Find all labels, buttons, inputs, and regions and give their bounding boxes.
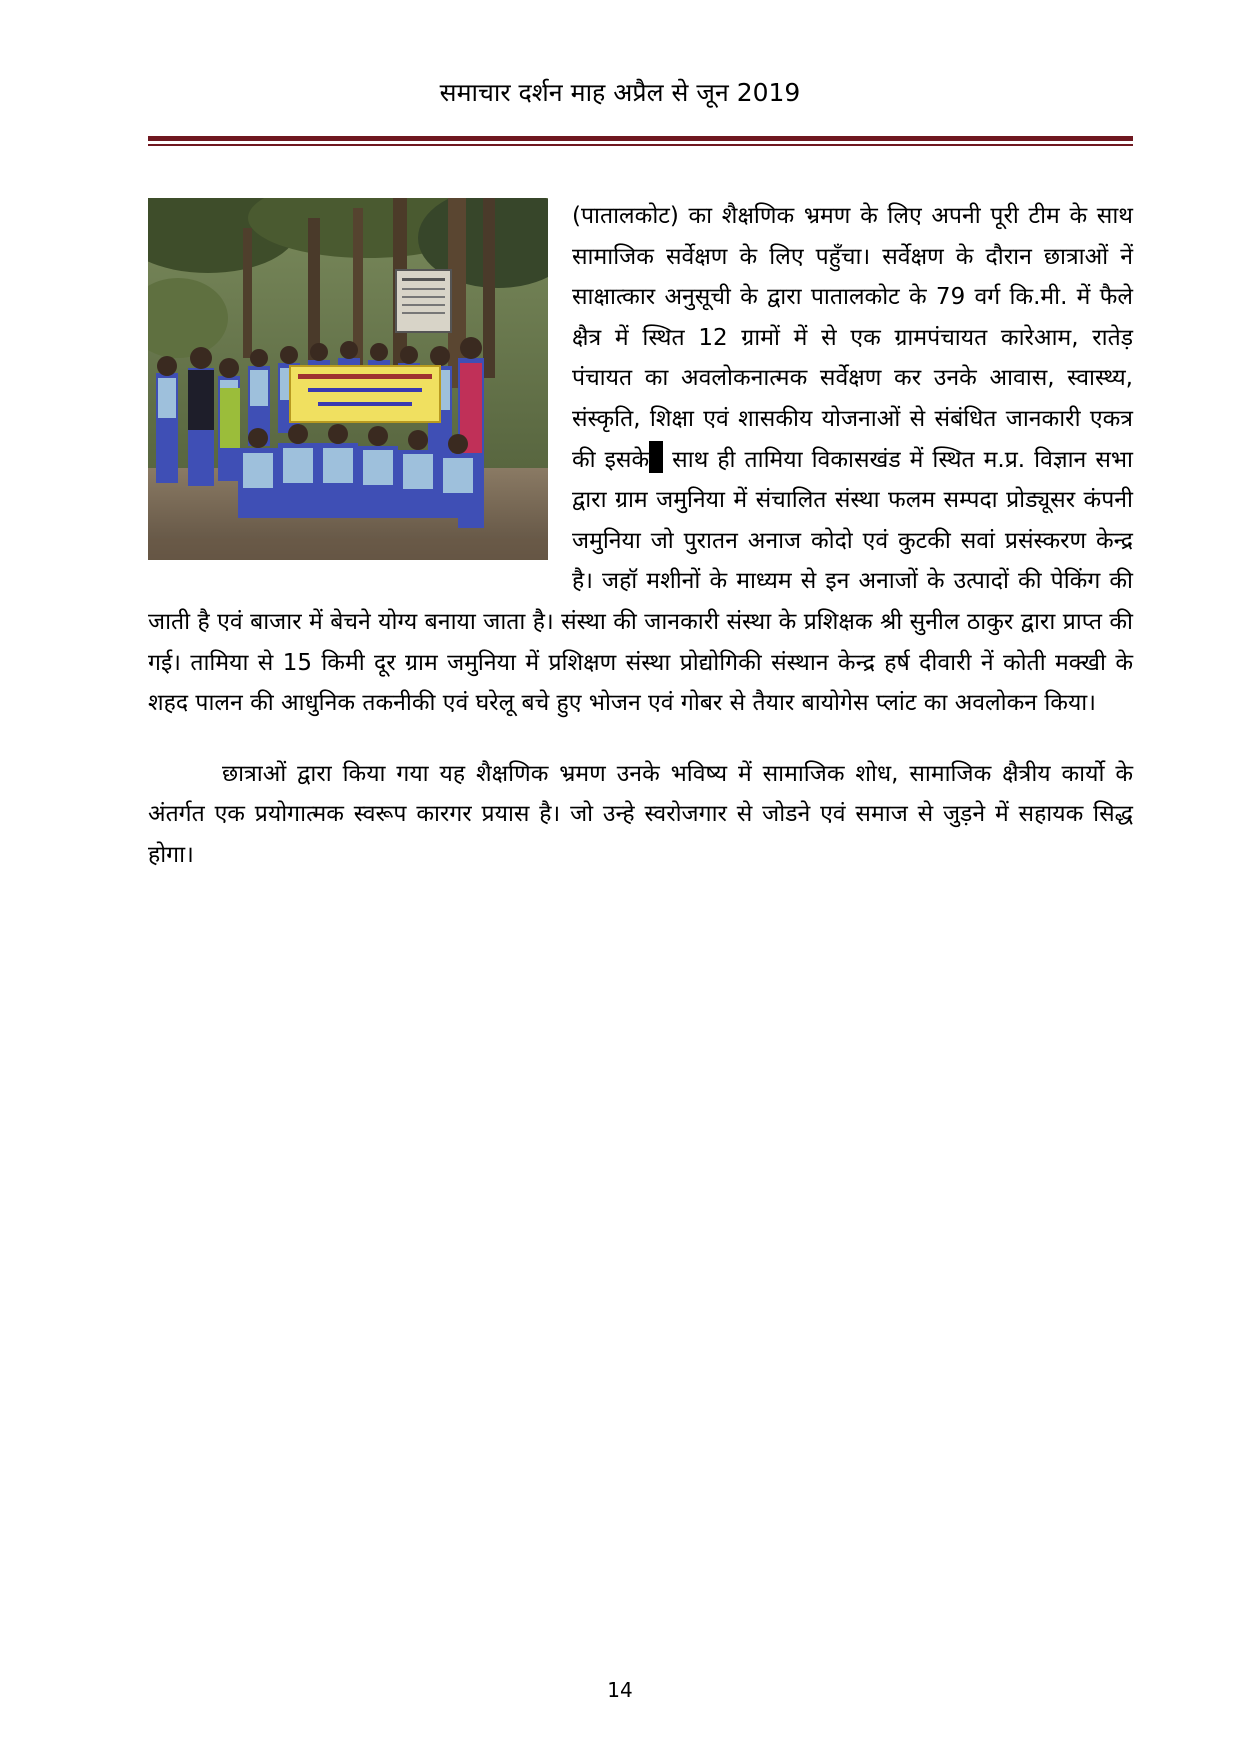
header-rule <box>148 136 1133 141</box>
page-number: 14 <box>607 1678 633 1702</box>
header-rule-thin <box>148 144 1133 146</box>
paragraph-1-text-b: साथ ही तामिया विकासखंड में स्थित म.प्र. विज्ञान सभा द्वारा ग्राम जमुनिया में संचालित संस्था फलम सम्पदा प्रोड्यूसर कंपनी जमुनिया जो पुरातन अनाज कोदो एवं कुटकी सवां प्रसंस्करण केन्द्र है। जहॉ मशीनों के माध्यम से इन अनाजों के उत्पादों की पेकिंग की जाती है एवं बाजार में बेचने योग्य बनाया जाता है। संस्था की जानकारी संस्था के प्रशिक्षक श्री सुनील ठाकुर द्वारा प्राप्त की गई। तामिया से 15 किमी दूर ग्राम जमुनिया में प्रशिक्षण संस्था प्रोद्योगिकी संस्थान केन्द्र हर्ष दीवारी नें कोती मक्खी के शहद पालन की आधुनिक तकनीकी एवं घरेलू बचे हुए भोजन एवं गोबर से तैयार बायोगेस प्लांट का अवलोकन किया। <box>148 446 1134 717</box>
redaction-mark <box>649 441 663 473</box>
group-photo <box>148 198 548 560</box>
article-body <box>148 196 1133 876</box>
paragraph-1 <box>148 196 1133 724</box>
page-header-title: समाचार दर्शन माह अप्रैल से जून 2019 <box>439 78 801 107</box>
paragraph-1-text-a: (पातालकोट) का शैक्षणिक भ्रमण के लिए अपनी पूरी टीम के साथ सामाजिक सर्वेक्षण के लिए पहुँचा। सर्वेक्षण के दौरान छात्राओं नें साक्षात्कार अनुसूची के द्वारा पातालकोट के 79 वर्ग कि.मी. में फैले क्षैत्र में स्थित 12 ग्रामों में से एक ग्रामपंचायत कारेआम, रातेड़ पंचायत का अवलोकनात्मक सर्वेक्षण कर उनके आवास, स्वास्थ्य, संस्कृति, शिक्षा एवं शासकीय योजनाओं से संबंधित जानकारी एकत्र की इसके <box>572 203 1133 473</box>
paragraph-2: छात्राओं द्वारा किया गया यह शैक्षणिक भ्रमण उनके भविष्य में सामाजिक शोध, सामाजिक क्षैत्रीय कार्यो के अंतर्गत एक प्रयोगात्मक स्वरूप कारगर प्रयास है। जो उन्हे स्वरोजगार से जोडने एवं समाज से जुड़ने में सहायक सिद्ध होगा। <box>148 760 1133 868</box>
